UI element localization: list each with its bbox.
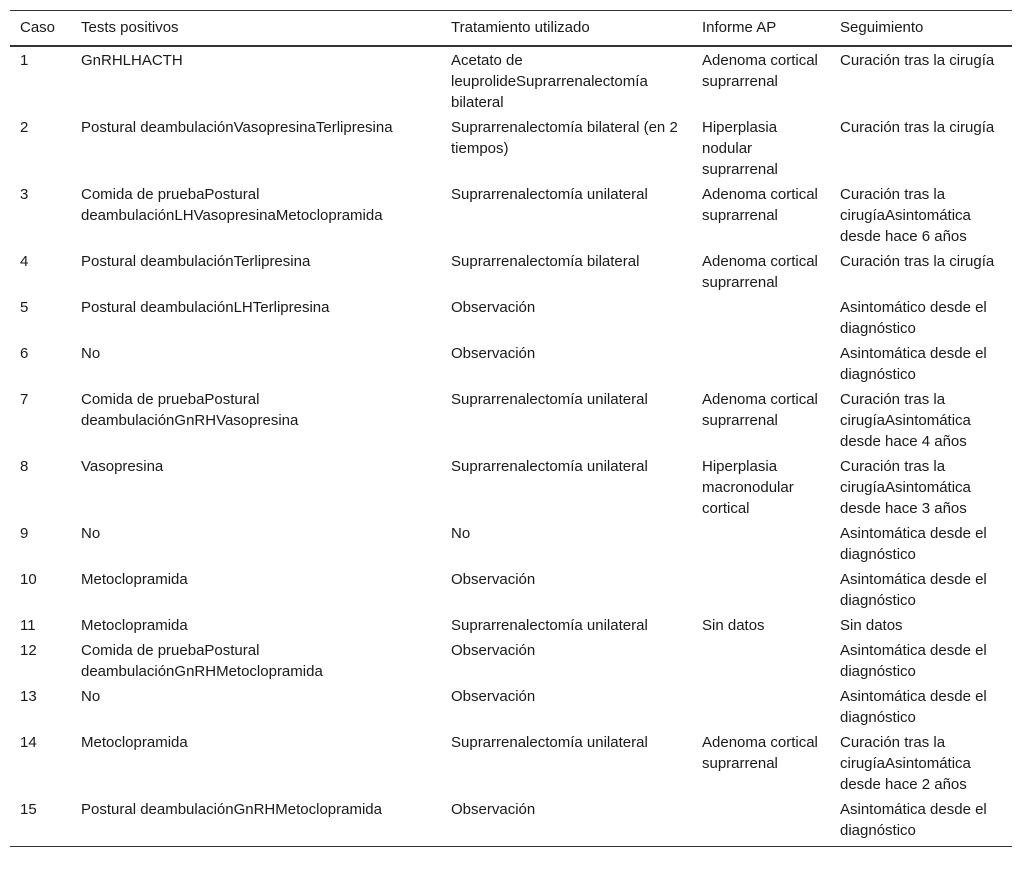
cell-tests-positivos (71, 295, 441, 341)
cell-caso-text: 4 (20, 253, 29, 270)
cell-caso-text: 15 (20, 801, 37, 818)
cell-tests-positivos (71, 46, 441, 115)
cell-informe-ap (692, 521, 830, 567)
table-row (10, 115, 1012, 182)
cell-informe-ap (692, 387, 830, 454)
cell-tests-positivos-text: Postural deambulaciónTerlipresina (81, 253, 311, 270)
cell-tests-positivos (71, 182, 441, 249)
cell-seguimiento-text: Asintomática desde el diagnóstico (840, 688, 987, 726)
data-table (10, 10, 1012, 847)
cell-caso-text: 7 (20, 391, 29, 408)
cell-seguimiento-text: Curación tras la cirugíaAsintomática desde hace 2 años (840, 734, 971, 793)
cell-tests-positivos (71, 249, 441, 295)
table-row (10, 638, 1012, 684)
cell-tests-positivos-text: Comida de pruebaPostural deambulaciónLHVasopresinaMetoclopramida (81, 186, 383, 224)
cell-tratamiento-text: Suprarrenalectomía unilateral (451, 186, 648, 203)
cell-seguimiento-text: Asintomática desde el diagnóstico (840, 571, 987, 609)
cell-caso (10, 613, 71, 638)
table-row (10, 730, 1012, 797)
cell-seguimiento-text: Asintomática desde el diagnóstico (840, 525, 987, 563)
cell-tratamiento-text: Observación (451, 688, 536, 705)
cell-tests-positivos (71, 454, 441, 521)
table-row (10, 521, 1012, 567)
cell-tratamiento (441, 521, 692, 567)
cell-tratamiento-text: Observación (451, 299, 536, 316)
cell-tests-positivos (71, 341, 441, 387)
table-row (10, 295, 1012, 341)
cell-tests-positivos-text: No (81, 688, 101, 705)
cell-tests-positivos-text: Comida de pruebaPostural deambulaciónGnRHVasopresina (81, 391, 299, 429)
cell-seguimiento-text: Sin datos (840, 617, 903, 634)
cell-tests-positivos-text: Vasopresina (81, 458, 164, 475)
cell-caso-text: 9 (20, 525, 29, 542)
cell-tests-positivos (71, 638, 441, 684)
cell-informe-ap (692, 730, 830, 797)
cell-caso (10, 182, 71, 249)
cell-tests-positivos (71, 521, 441, 567)
cell-tratamiento (441, 454, 692, 521)
cell-seguimiento-text: Asintomático desde el diagnóstico (840, 299, 987, 337)
cell-seguimiento-text: Asintomática desde el diagnóstico (840, 801, 987, 839)
cell-tratamiento (441, 295, 692, 341)
cell-seguimiento (830, 46, 1012, 115)
data-table-container (10, 10, 1012, 847)
cell-tratamiento (441, 638, 692, 684)
cell-caso-text: 6 (20, 345, 29, 362)
cell-caso-text: 5 (20, 299, 29, 316)
cell-tratamiento (441, 797, 692, 847)
cell-tests-positivos-text: GnRHLHACTH (81, 52, 183, 69)
cell-tratamiento (441, 115, 692, 182)
cell-caso-text: 14 (20, 734, 37, 751)
cell-informe-ap-text: Hiperplasia nodular suprarrenal (702, 119, 778, 178)
cell-tratamiento-text: Suprarrenalectomía unilateral (451, 458, 648, 475)
cell-caso-text: 12 (20, 642, 37, 659)
cell-tratamiento (441, 182, 692, 249)
cell-tratamiento (441, 249, 692, 295)
header-informe-ap: Informe AP (702, 19, 777, 36)
cell-informe-ap-text: Hiperplasia macronodular cortical (702, 458, 794, 517)
table-row (10, 182, 1012, 249)
cell-tests-positivos (71, 115, 441, 182)
cell-tratamiento-text: Suprarrenalectomía unilateral (451, 391, 648, 408)
cell-caso-text: 10 (20, 571, 37, 588)
cell-informe-ap-text: Adenoma cortical suprarrenal (702, 734, 818, 772)
header-seguimiento: Seguimiento (840, 19, 924, 36)
cell-caso (10, 249, 71, 295)
cell-caso (10, 387, 71, 454)
cell-tests-positivos (71, 567, 441, 613)
cell-tests-positivos-text: Postural deambulaciónGnRHMetoclopramida (81, 801, 382, 818)
cell-informe-ap-text: Adenoma cortical suprarrenal (702, 391, 818, 429)
cell-tests-positivos (71, 730, 441, 797)
cell-caso-text: 11 (20, 617, 36, 634)
cell-tratamiento-text: Observación (451, 801, 536, 818)
cell-tests-positivos-text: Metoclopramida (81, 617, 188, 634)
cell-tratamiento-text: Suprarrenalectomía unilateral (451, 734, 648, 751)
cell-seguimiento (830, 638, 1012, 684)
cell-tratamiento-text: No (451, 525, 471, 542)
table-row (10, 341, 1012, 387)
cell-tests-positivos (71, 684, 441, 730)
cell-caso (10, 684, 71, 730)
cell-informe-ap-text: Adenoma cortical suprarrenal (702, 253, 818, 291)
cell-seguimiento-text: Curación tras la cirugíaAsintomática desde hace 3 años (840, 458, 971, 517)
cell-informe-ap (692, 613, 830, 638)
cell-seguimiento (830, 797, 1012, 847)
cell-informe-ap (692, 638, 830, 684)
cell-informe-ap (692, 567, 830, 613)
cell-tests-positivos-text: Metoclopramida (81, 571, 188, 588)
cell-tratamiento-text: Suprarrenalectomía bilateral (en 2 tiempos) (451, 119, 678, 157)
cell-seguimiento-text: Asintomática desde el diagnóstico (840, 345, 987, 383)
cell-seguimiento (830, 249, 1012, 295)
cell-caso-text: 8 (20, 458, 29, 475)
cell-tratamiento (441, 387, 692, 454)
table-header (10, 11, 1012, 47)
cell-tests-positivos (71, 797, 441, 847)
table-row (10, 613, 1012, 638)
cell-tests-positivos-text: No (81, 525, 101, 542)
cell-caso (10, 46, 71, 115)
cell-caso-text: 2 (20, 119, 29, 136)
cell-tratamiento (441, 613, 692, 638)
cell-informe-ap-text: Adenoma cortical suprarrenal (702, 52, 818, 90)
cell-informe-ap-text: Adenoma cortical suprarrenal (702, 186, 818, 224)
cell-caso (10, 730, 71, 797)
cell-seguimiento-text: Asintomática desde el diagnóstico (840, 642, 987, 680)
header-caso: Caso (20, 19, 56, 36)
table-row (10, 454, 1012, 521)
table-body (10, 46, 1012, 847)
cell-tests-positivos-text: Postural deambulaciónLHTerlipresina (81, 299, 330, 316)
cell-tests-positivos-text: No (81, 345, 101, 362)
cell-tratamiento-text: Observación (451, 345, 536, 362)
header-tests-positivos: Tests positivos (81, 19, 179, 36)
cell-tratamiento-text: Suprarrenalectomía bilateral (451, 253, 640, 270)
header-tratamiento-utilizado: Tratamiento utilizado (451, 19, 590, 36)
cell-informe-ap (692, 797, 830, 847)
cell-caso-text: 13 (20, 688, 37, 705)
cell-caso (10, 567, 71, 613)
cell-seguimiento-text: Curación tras la cirugía (840, 253, 995, 270)
cell-seguimiento (830, 341, 1012, 387)
cell-tratamiento (441, 730, 692, 797)
cell-tratamiento-text: Suprarrenalectomía unilateral (451, 617, 648, 634)
cell-seguimiento (830, 730, 1012, 797)
table-row (10, 249, 1012, 295)
cell-tests-positivos (71, 387, 441, 454)
cell-caso (10, 797, 71, 847)
cell-informe-ap (692, 182, 830, 249)
cell-seguimiento (830, 182, 1012, 249)
cell-seguimiento (830, 684, 1012, 730)
cell-caso-text: 3 (20, 186, 29, 203)
cell-seguimiento (830, 295, 1012, 341)
cell-seguimiento-text: Curación tras la cirugía (840, 52, 995, 69)
cell-informe-ap (692, 684, 830, 730)
cell-informe-ap (692, 46, 830, 115)
cell-tests-positivos (71, 613, 441, 638)
cell-seguimiento (830, 387, 1012, 454)
cell-caso (10, 295, 71, 341)
table-row (10, 567, 1012, 613)
cell-tratamiento (441, 46, 692, 115)
cell-seguimiento (830, 521, 1012, 567)
table-row (10, 797, 1012, 847)
cell-caso (10, 454, 71, 521)
cell-caso-text: 1 (20, 52, 29, 69)
cell-informe-ap-text: Sin datos (702, 617, 765, 634)
cell-informe-ap (692, 454, 830, 521)
table-row (10, 46, 1012, 115)
cell-seguimiento (830, 613, 1012, 638)
cell-tratamiento-text: Observación (451, 642, 536, 659)
cell-tests-positivos-text: Postural deambulaciónVasopresinaTerlipresina (81, 119, 393, 136)
cell-caso (10, 638, 71, 684)
cell-informe-ap (692, 295, 830, 341)
cell-tratamiento-text: Observación (451, 571, 536, 588)
table-row (10, 684, 1012, 730)
cell-tests-positivos-text: Comida de pruebaPostural deambulaciónGnRHMetoclopramida (81, 642, 323, 680)
cell-seguimiento (830, 567, 1012, 613)
cell-informe-ap (692, 249, 830, 295)
cell-tratamiento (441, 341, 692, 387)
cell-seguimiento-text: Curación tras la cirugía (840, 119, 995, 136)
cell-seguimiento-text: Curación tras la cirugíaAsintomática desde hace 4 años (840, 391, 971, 450)
cell-caso (10, 341, 71, 387)
cell-informe-ap (692, 115, 830, 182)
cell-tratamiento (441, 684, 692, 730)
cell-caso (10, 115, 71, 182)
cell-seguimiento (830, 115, 1012, 182)
table-row (10, 387, 1012, 454)
cell-seguimiento-text: Curación tras la cirugíaAsintomática desde hace 6 años (840, 186, 971, 245)
cell-tratamiento-text: Acetato de leuprolideSuprarrenalectomía bilateral (451, 52, 648, 111)
header-row (10, 11, 1012, 47)
cell-tests-positivos-text: Metoclopramida (81, 734, 188, 751)
cell-seguimiento (830, 454, 1012, 521)
cell-tratamiento (441, 567, 692, 613)
cell-caso (10, 521, 71, 567)
cell-informe-ap (692, 341, 830, 387)
